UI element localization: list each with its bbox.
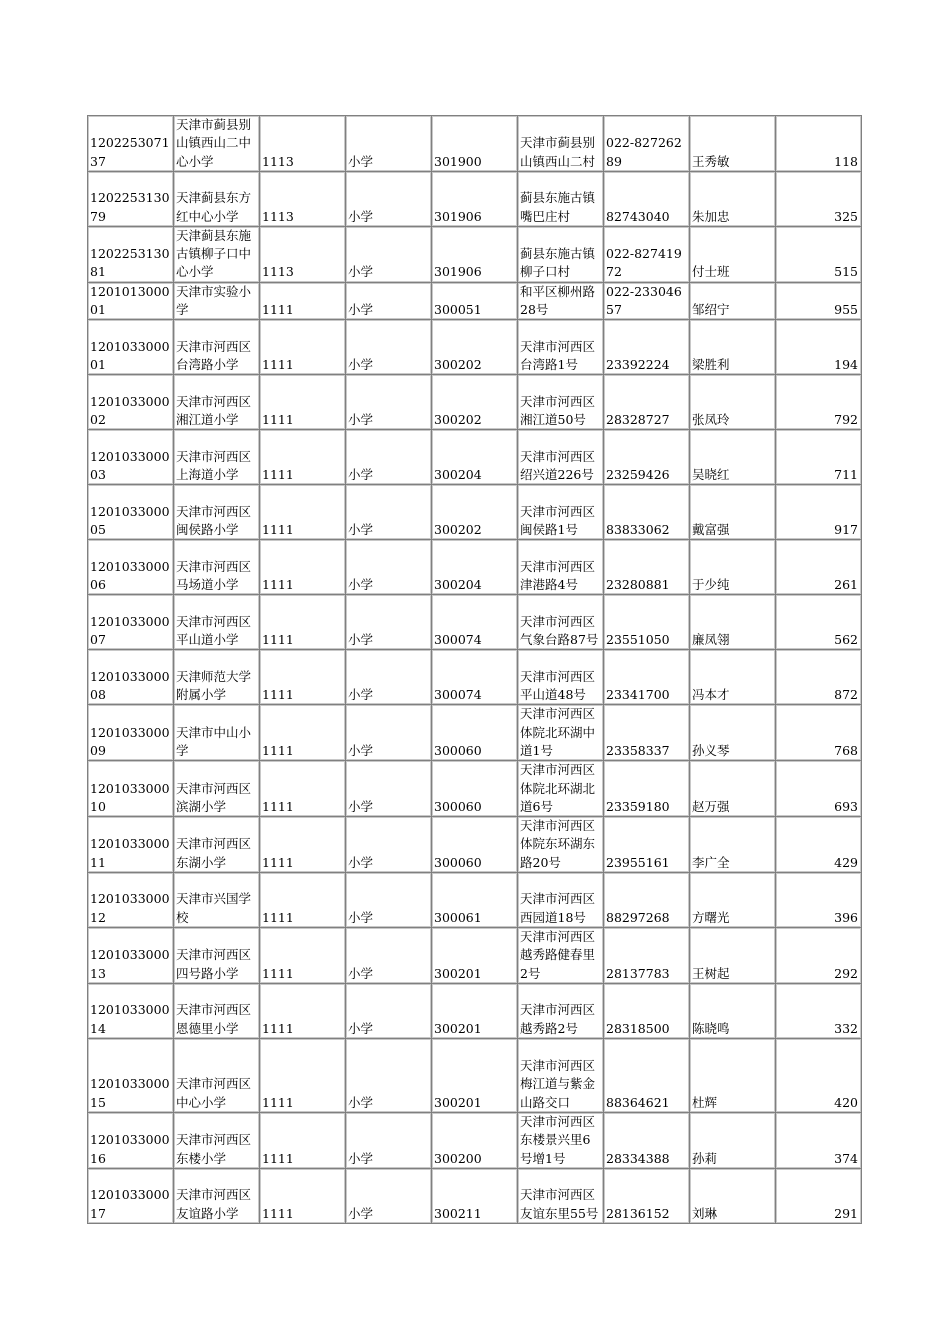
cell-count: 332 (776, 983, 862, 1038)
cell-type-code: 1111 (260, 983, 346, 1038)
cell-school-name: 天津市河西区友谊路小学 (174, 1168, 260, 1223)
cell-school-name: 天津市河西区东湖小学 (174, 817, 260, 873)
cell-contact: 戴富强 (690, 485, 776, 540)
cell-type-code: 1111 (260, 595, 346, 650)
cell-postcode: 300204 (432, 430, 518, 485)
cell-address: 天津市河西区越秀路2号 (518, 983, 604, 1038)
cell-school-name: 天津市河西区四号路小学 (174, 928, 260, 984)
cell-count: 955 (776, 282, 862, 320)
cell-type-code: 1111 (260, 761, 346, 817)
cell-type-code: 1111 (260, 320, 346, 375)
cell-postcode: 301900 (432, 116, 518, 172)
cell-type-code: 1113 (260, 171, 346, 226)
cell-type-code: 1113 (260, 226, 346, 282)
cell-phone: 28136152 (604, 1168, 690, 1223)
cell-count: 118 (776, 116, 862, 172)
cell-postcode: 300202 (432, 320, 518, 375)
table-row (88, 320, 862, 375)
cell-postcode: 300061 (432, 873, 518, 928)
cell-count: 792 (776, 375, 862, 430)
cell-address: 天津市河西区津港路4号 (518, 540, 604, 595)
cell-count: 291 (776, 1168, 862, 1223)
cell-address: 天津市河西区体院东环湖东路20号 (518, 817, 604, 873)
table-row (88, 282, 862, 320)
cell-address: 天津市河西区平山道48号 (518, 650, 604, 705)
cell-school-level: 小学 (346, 595, 432, 650)
school-table (87, 115, 862, 1224)
cell-contact: 付士班 (690, 226, 776, 282)
cell-school-level: 小学 (346, 485, 432, 540)
cell-school-level: 小学 (346, 430, 432, 485)
cell-contact: 刘琳 (690, 1168, 776, 1223)
cell-school-level: 小学 (346, 375, 432, 430)
cell-type-code: 1111 (260, 1168, 346, 1223)
cell-school-code: 120103300013 (88, 928, 174, 984)
table-body (88, 116, 862, 1224)
cell-school-code: 120225313081 (88, 226, 174, 282)
cell-school-code: 120103300010 (88, 761, 174, 817)
cell-address: 天津市河西区东楼景兴里6号增1号 (518, 1112, 604, 1168)
table-row (88, 116, 862, 172)
cell-address: 蓟县东施古镇柳子口村 (518, 226, 604, 282)
cell-type-code: 1111 (260, 928, 346, 984)
cell-school-code: 120103300015 (88, 1038, 174, 1112)
table-row (88, 817, 862, 873)
cell-phone: 88364621 (604, 1038, 690, 1112)
cell-postcode: 300060 (432, 761, 518, 817)
table-row (88, 595, 862, 650)
cell-postcode: 300060 (432, 705, 518, 761)
cell-count: 693 (776, 761, 862, 817)
cell-school-name: 天津市中山小学 (174, 705, 260, 761)
cell-school-code: 120103300014 (88, 983, 174, 1038)
cell-contact: 梁胜利 (690, 320, 776, 375)
cell-type-code: 1111 (260, 1112, 346, 1168)
cell-type-code: 1111 (260, 430, 346, 485)
cell-phone: 23280881 (604, 540, 690, 595)
cell-school-code: 120225313079 (88, 171, 174, 226)
cell-school-name: 天津市河西区中心小学 (174, 1038, 260, 1112)
cell-address: 天津市河西区台湾路1号 (518, 320, 604, 375)
cell-phone: 28137783 (604, 928, 690, 984)
cell-address: 天津市河西区梅江道与紫金山路交口 (518, 1038, 604, 1112)
cell-school-name: 天津市河西区马场道小学 (174, 540, 260, 595)
cell-phone: 022-82726289 (604, 116, 690, 172)
cell-school-level: 小学 (346, 873, 432, 928)
table-row (88, 650, 862, 705)
cell-school-code: 120103300003 (88, 430, 174, 485)
cell-address: 天津市河西区气象台路87号 (518, 595, 604, 650)
table-row (88, 928, 862, 984)
cell-contact: 孙莉 (690, 1112, 776, 1168)
cell-count: 429 (776, 817, 862, 873)
cell-count: 917 (776, 485, 862, 540)
cell-phone: 23259426 (604, 430, 690, 485)
cell-phone: 28318500 (604, 983, 690, 1038)
cell-contact: 陈晓鸣 (690, 983, 776, 1038)
cell-phone: 022-82741972 (604, 226, 690, 282)
cell-school-level: 小学 (346, 320, 432, 375)
table-row (88, 430, 862, 485)
cell-count: 261 (776, 540, 862, 595)
cell-phone: 88297268 (604, 873, 690, 928)
cell-postcode: 300202 (432, 485, 518, 540)
cell-phone: 23392224 (604, 320, 690, 375)
cell-phone: 23341700 (604, 650, 690, 705)
cell-contact: 赵万强 (690, 761, 776, 817)
cell-address: 天津市河西区绍兴道226号 (518, 430, 604, 485)
cell-address: 天津市河西区友谊东里55号 (518, 1168, 604, 1223)
cell-postcode: 301906 (432, 226, 518, 282)
table-row (88, 540, 862, 595)
table-row (88, 171, 862, 226)
cell-phone: 82743040 (604, 171, 690, 226)
cell-contact: 朱加忠 (690, 171, 776, 226)
cell-school-code: 120103300006 (88, 540, 174, 595)
cell-postcode: 300211 (432, 1168, 518, 1223)
cell-school-code: 120103300001 (88, 320, 174, 375)
table-row (88, 705, 862, 761)
cell-count: 515 (776, 226, 862, 282)
cell-postcode: 300200 (432, 1112, 518, 1168)
cell-school-level: 小学 (346, 983, 432, 1038)
table-row (88, 1168, 862, 1223)
cell-school-name: 天津市河西区滨湖小学 (174, 761, 260, 817)
cell-address: 天津市河西区体院北环湖中道1号 (518, 705, 604, 761)
table-row (88, 1038, 862, 1112)
cell-count: 872 (776, 650, 862, 705)
cell-postcode: 300202 (432, 375, 518, 430)
cell-postcode: 300074 (432, 595, 518, 650)
cell-school-code: 120101300001 (88, 282, 174, 320)
cell-school-name: 天津市兴国学校 (174, 873, 260, 928)
cell-school-level: 小学 (346, 1112, 432, 1168)
cell-school-level: 小学 (346, 540, 432, 595)
cell-count: 562 (776, 595, 862, 650)
cell-school-level: 小学 (346, 171, 432, 226)
cell-address: 蓟县东施古镇嘴巴庄村 (518, 171, 604, 226)
cell-type-code: 1111 (260, 873, 346, 928)
cell-school-level: 小学 (346, 116, 432, 172)
cell-school-level: 小学 (346, 705, 432, 761)
table-row (88, 873, 862, 928)
table-row (88, 375, 862, 430)
cell-count: 420 (776, 1038, 862, 1112)
cell-school-name: 天津市河西区恩德里小学 (174, 983, 260, 1038)
cell-school-level: 小学 (346, 761, 432, 817)
cell-school-code: 120103300016 (88, 1112, 174, 1168)
cell-school-code: 120225307137 (88, 116, 174, 172)
cell-postcode: 300201 (432, 1038, 518, 1112)
cell-address: 天津市蓟县别山镇西山二村 (518, 116, 604, 172)
cell-address: 和平区柳州路28号 (518, 282, 604, 320)
cell-address: 天津市河西区体院北环湖北道6号 (518, 761, 604, 817)
cell-school-level: 小学 (346, 1038, 432, 1112)
cell-phone: 28328727 (604, 375, 690, 430)
cell-postcode: 300060 (432, 817, 518, 873)
cell-type-code: 1111 (260, 375, 346, 430)
cell-school-name: 天津市河西区闽侯路小学 (174, 485, 260, 540)
cell-phone: 23551050 (604, 595, 690, 650)
table-row (88, 761, 862, 817)
cell-count: 325 (776, 171, 862, 226)
cell-school-code: 120103300007 (88, 595, 174, 650)
cell-type-code: 1111 (260, 817, 346, 873)
cell-count: 194 (776, 320, 862, 375)
cell-school-name: 天津蓟县东施古镇柳子口中心小学 (174, 226, 260, 282)
cell-type-code: 1111 (260, 705, 346, 761)
cell-address: 天津市河西区闽侯路1号 (518, 485, 604, 540)
cell-address: 天津市河西区湘江道50号 (518, 375, 604, 430)
cell-phone: 28334388 (604, 1112, 690, 1168)
cell-count: 768 (776, 705, 862, 761)
table-row (88, 983, 862, 1038)
cell-contact: 方曙光 (690, 873, 776, 928)
cell-contact: 张凤玲 (690, 375, 776, 430)
cell-count: 711 (776, 430, 862, 485)
cell-phone: 23955161 (604, 817, 690, 873)
table-row (88, 1112, 862, 1168)
cell-contact: 吴晓红 (690, 430, 776, 485)
cell-school-code: 120103300008 (88, 650, 174, 705)
cell-school-name: 天津市实验小学 (174, 282, 260, 320)
cell-contact: 廉凤翎 (690, 595, 776, 650)
cell-count: 374 (776, 1112, 862, 1168)
cell-contact: 李广全 (690, 817, 776, 873)
cell-school-name: 天津市蓟县别山镇西山二中心小学 (174, 116, 260, 172)
cell-phone: 022-23304657 (604, 282, 690, 320)
cell-school-code: 120103300017 (88, 1168, 174, 1223)
cell-count: 396 (776, 873, 862, 928)
table-row (88, 226, 862, 282)
cell-type-code: 1113 (260, 116, 346, 172)
cell-phone: 83833062 (604, 485, 690, 540)
cell-contact: 杜辉 (690, 1038, 776, 1112)
cell-address: 天津市河西区西园道18号 (518, 873, 604, 928)
cell-postcode: 300201 (432, 928, 518, 984)
cell-school-level: 小学 (346, 226, 432, 282)
cell-school-level: 小学 (346, 817, 432, 873)
cell-school-code: 120103300012 (88, 873, 174, 928)
cell-contact: 冯本才 (690, 650, 776, 705)
cell-school-level: 小学 (346, 282, 432, 320)
cell-school-name: 天津市河西区湘江道小学 (174, 375, 260, 430)
table-row (88, 485, 862, 540)
cell-contact: 孙义琴 (690, 705, 776, 761)
cell-phone: 23359180 (604, 761, 690, 817)
cell-contact: 邹绍宁 (690, 282, 776, 320)
cell-school-level: 小学 (346, 928, 432, 984)
cell-contact: 王秀敏 (690, 116, 776, 172)
cell-contact: 王树起 (690, 928, 776, 984)
cell-school-code: 120103300002 (88, 375, 174, 430)
cell-school-name: 天津市河西区平山道小学 (174, 595, 260, 650)
cell-type-code: 1111 (260, 1038, 346, 1112)
cell-contact: 于少纯 (690, 540, 776, 595)
cell-address: 天津市河西区越秀路健春里2号 (518, 928, 604, 984)
cell-type-code: 1111 (260, 650, 346, 705)
cell-school-code: 120103300011 (88, 817, 174, 873)
cell-school-name: 天津市河西区东楼小学 (174, 1112, 260, 1168)
cell-type-code: 1111 (260, 282, 346, 320)
cell-postcode: 300074 (432, 650, 518, 705)
cell-postcode: 301906 (432, 171, 518, 226)
cell-phone: 23358337 (604, 705, 690, 761)
cell-school-name: 天津市河西区上海道小学 (174, 430, 260, 485)
cell-postcode: 300204 (432, 540, 518, 595)
cell-school-name: 天津市河西区台湾路小学 (174, 320, 260, 375)
cell-school-level: 小学 (346, 650, 432, 705)
cell-postcode: 300051 (432, 282, 518, 320)
cell-school-name: 天津蓟县东方红中心小学 (174, 171, 260, 226)
cell-type-code: 1111 (260, 540, 346, 595)
cell-school-code: 120103300009 (88, 705, 174, 761)
cell-school-name: 天津师范大学附属小学 (174, 650, 260, 705)
cell-postcode: 300201 (432, 983, 518, 1038)
cell-count: 292 (776, 928, 862, 984)
cell-type-code: 1111 (260, 485, 346, 540)
cell-school-code: 120103300005 (88, 485, 174, 540)
cell-school-level: 小学 (346, 1168, 432, 1223)
